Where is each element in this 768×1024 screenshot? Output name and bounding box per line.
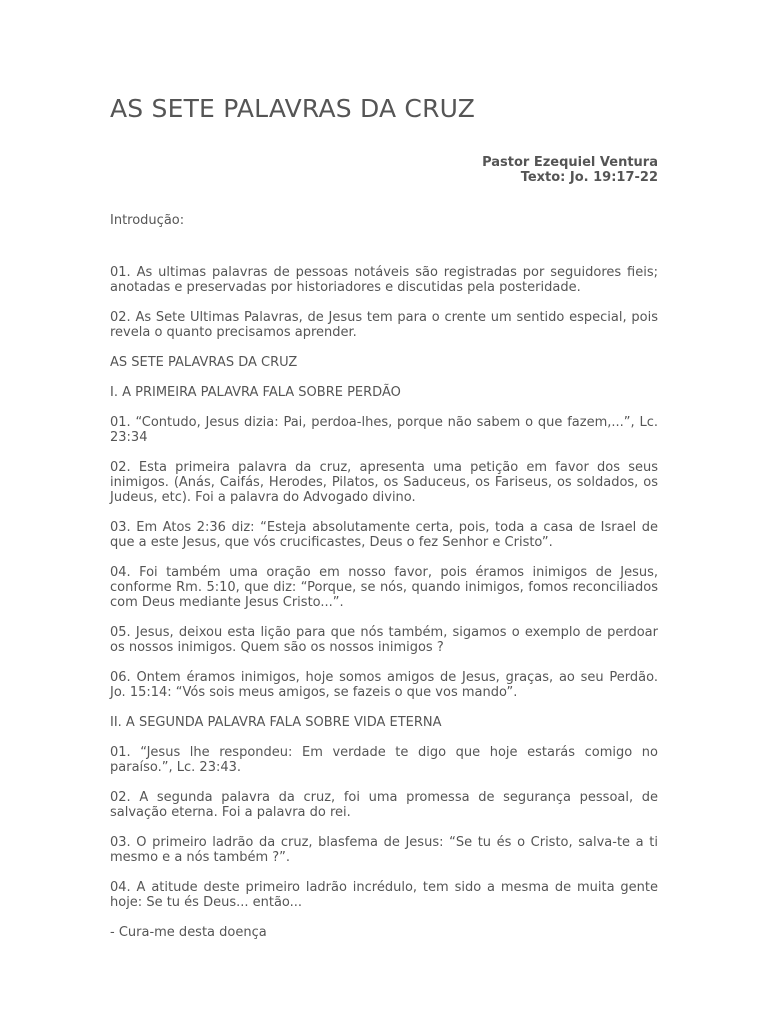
author-block — [482, 155, 658, 185]
paragraph: 05. Jesus, deixou esta lição para que nós também, sigamos o exemplo de perdoar os nossos inimigos. Quem são os nossos inimigos ? — [110, 625, 658, 655]
section-heading: AS SETE PALAVRAS DA CRUZ — [110, 355, 298, 370]
paragraph: 01. As ultimas palavras de pessoas notáveis são registradas por seguidores fieis; anotadas e preservadas por historiadores e discutidas pela posteridade. — [110, 265, 658, 295]
paragraph: 02. As Sete Ultimas Palavras, de Jesus tem para o crente um sentido especial, pois revela o quanto precisamos aprender. — [110, 310, 658, 340]
text-reference: Texto: Jo. 19:17-22 — [520, 170, 658, 185]
author-name: Pastor Ezequiel Ventura — [482, 155, 658, 170]
paragraph: 01. “Contudo, Jesus dizia: Pai, perdoa-lhes, porque não sabem o que fazem,...”, Lc. 23:34 — [110, 415, 658, 445]
paragraph: 03. O primeiro ladrão da cruz, blasfema de Jesus: “Se tu és o Cristo, salva-te a ti mesmo e a nós também ?”. — [110, 835, 658, 865]
section-heading: II. A SEGUNDA PALAVRA FALA SOBRE VIDA ETERNA — [110, 715, 442, 730]
paragraph: 04. Foi também uma oração em nosso favor, pois éramos inimigos de Jesus, conforme Rm. 5:10, que diz: “Porque, se nós, quando inimigos, fomos reconciliados com Deus mediante Jesus Cristo...”. — [110, 565, 658, 610]
document-body — [110, 213, 658, 940]
paragraph: 01. “Jesus lhe respondeu: Em verdade te digo que hoje estarás comigo no paraíso.”, Lc. 23:43. — [110, 745, 658, 775]
section-heading: I. A PRIMEIRA PALAVRA FALA SOBRE PERDÃO — [110, 385, 401, 400]
document-title: AS SETE PALAVRAS DA CRUZ — [110, 94, 476, 123]
paragraph: 02. A segunda palavra da cruz, foi uma promessa de segurança pessoal, de salvação eterna. Foi a palavra do rei. — [110, 790, 658, 820]
paragraph: 04. A atitude deste primeiro ladrão incrédulo, tem sido a mesma de muita gente hoje: Se tu és Deus... então... — [110, 880, 658, 910]
paragraph: 03. Em Atos 2:36 diz: “Esteja absolutamente certa, pois, toda a casa de Israel de que a este Jesus, que vós crucificastes, Deus o fez Senhor e Cristo”. — [110, 520, 658, 550]
paragraph: - Cura-me desta doença — [110, 925, 267, 940]
intro-label: Introdução: — [110, 213, 185, 228]
paragraph: 02. Esta primeira palavra da cruz, apresenta uma petição em favor dos seus inimigos. (Anás, Caifás, Herodes, Pilatos, os Saduceus, os Fariseus, os soldados, os Judeus, etc). Foi a palavra do Advogado divino. — [110, 460, 658, 505]
paragraph: 06. Ontem éramos inimigos, hoje somos amigos de Jesus, graças, ao seu Perdão. Jo. 15:14: “Vós sois meus amigos, se fazeis o que vos mando”. — [110, 670, 658, 700]
